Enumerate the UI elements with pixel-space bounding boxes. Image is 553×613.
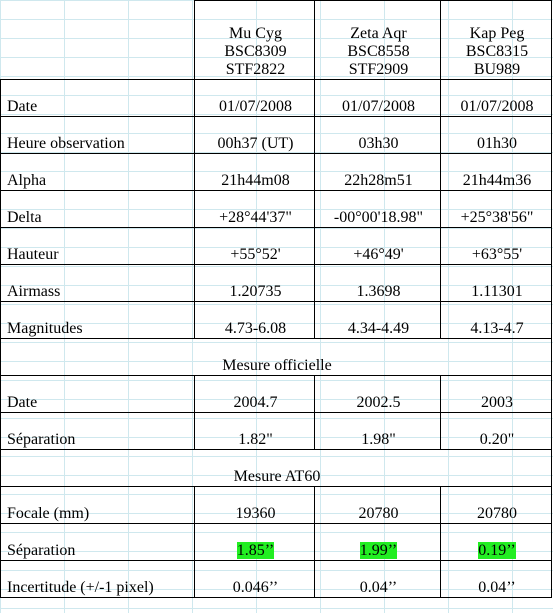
star-catalog: STF2909: [348, 61, 409, 78]
star-catalog: BU989: [473, 61, 521, 78]
row-focale: [1, 487, 552, 524]
row-label: Alpha: [1, 154, 195, 191]
star-header-2: [315, 1, 441, 80]
cell-value: +55°52': [195, 228, 315, 265]
cell-value: 0.04’’: [315, 561, 441, 598]
cell-value: 1.82": [195, 413, 315, 450]
cell-value: 03h30: [315, 117, 441, 154]
row-label: Heure observation: [1, 117, 195, 154]
cell-value: 01/07/2008: [441, 80, 552, 117]
star-bsc: BSC8315: [465, 43, 529, 60]
cell-value: 21h44m08: [195, 154, 315, 191]
cell-value: +46°49': [315, 228, 441, 265]
row-alpha: [1, 154, 552, 191]
row-label: Hauteur: [1, 228, 195, 265]
cell-value: 0.04’’: [441, 561, 552, 598]
section-at60: [1, 450, 552, 487]
cell-value: 1.20735: [195, 265, 315, 302]
cell-value: +25°38'56": [441, 191, 552, 228]
cell-value: 1.98": [315, 413, 441, 450]
cell-value: 4.13-4.7: [441, 302, 552, 339]
row-label: Delta: [1, 191, 195, 228]
star-bsc: BSC8309: [224, 43, 287, 60]
cell-value: +63°55': [441, 228, 552, 265]
section-title: Mesure AT60: [1, 450, 552, 487]
star-name: Kap Peg: [469, 25, 525, 42]
star-catalog: STF2822: [225, 61, 286, 78]
cell-value: 2003: [441, 376, 552, 413]
star-name: Mu Cyg: [229, 25, 282, 42]
cell-value: 4.73-6.08: [195, 302, 315, 339]
row-heure: [1, 117, 552, 154]
row-incertitude: [1, 561, 552, 598]
cell-value: -00°00'18.98": [315, 191, 441, 228]
star-name: Zeta Aqr: [350, 25, 407, 42]
cell-value: 21h44m36: [441, 154, 552, 191]
star-bsc: BSC8558: [347, 43, 410, 60]
cell-value: 20780: [441, 487, 552, 524]
cell-value: [195, 524, 315, 561]
highlighted-value: 1.99’’: [359, 542, 398, 559]
row-label: Séparation: [1, 524, 195, 561]
cell-value: [441, 524, 552, 561]
row-label: Focale (mm): [1, 487, 195, 524]
row-at60-separation: [1, 524, 552, 561]
row-airmass: [1, 265, 552, 302]
row-label: Date: [1, 80, 195, 117]
star-header-3: [441, 1, 552, 80]
cell-value: 2004.7: [195, 376, 315, 413]
row-label: Incertitude (+/-1 pixel): [1, 561, 195, 598]
row-delta: [1, 191, 552, 228]
row-magnitudes: [1, 302, 552, 339]
cell-value: 01/07/2008: [315, 80, 441, 117]
row-date: [1, 80, 552, 117]
star-header-1: [195, 1, 315, 80]
cell-value: +28°44'37": [195, 191, 315, 228]
row-label: Magnitudes: [1, 302, 195, 339]
corner-cell: [1, 1, 195, 80]
section-title: Mesure officielle: [1, 339, 552, 376]
section-official: [1, 339, 552, 376]
row-hauteur: [1, 228, 552, 265]
cell-value: 22h28m51: [315, 154, 441, 191]
cell-value: 01/07/2008: [195, 80, 315, 117]
cell-value: 1.11301: [441, 265, 552, 302]
star-header-row: [1, 1, 552, 80]
cell-value: [315, 524, 441, 561]
cell-value: 20780: [315, 487, 441, 524]
row-label: Séparation: [1, 413, 195, 450]
highlighted-value: 1.85’’: [236, 542, 275, 559]
cell-value: 0.046’’: [195, 561, 315, 598]
cell-value: 2002.5: [315, 376, 441, 413]
cell-value: 19360: [195, 487, 315, 524]
cell-value: 01h30: [441, 117, 552, 154]
highlighted-value: 0.19’’: [478, 542, 516, 559]
cell-value: 00h37 (UT): [195, 117, 315, 154]
cell-value: 0.20": [441, 413, 552, 450]
cell-value: 4.34-4.49: [315, 302, 441, 339]
row-label: Date: [1, 376, 195, 413]
row-official-separation: [1, 413, 552, 450]
cell-value: 1.3698: [315, 265, 441, 302]
row-official-date: [1, 376, 552, 413]
row-label: Airmass: [1, 265, 195, 302]
